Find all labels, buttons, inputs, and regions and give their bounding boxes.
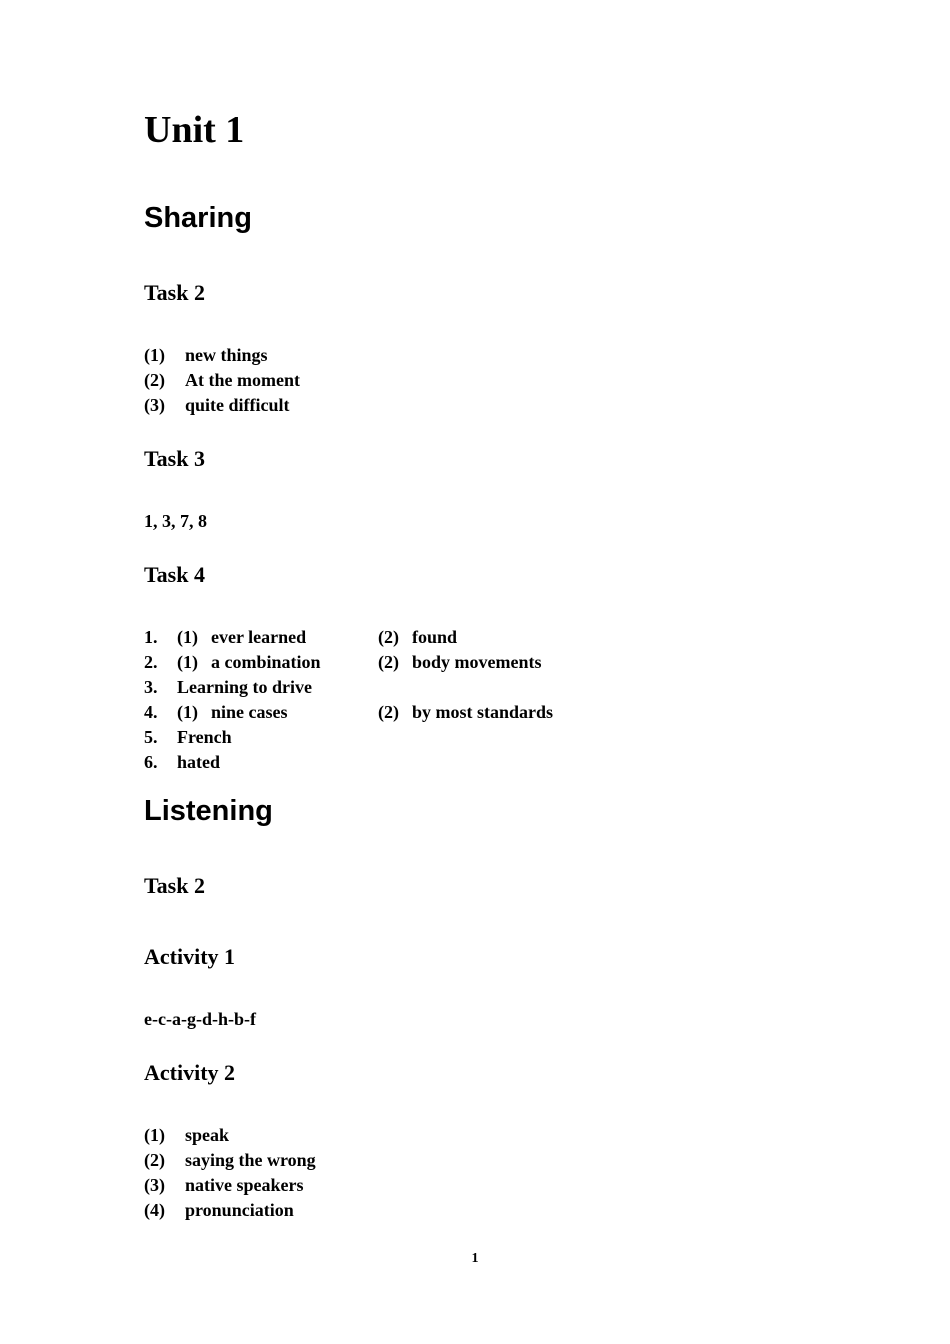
list-item-number: 6. xyxy=(144,752,158,772)
task-title-sharing-task2: Task 2 xyxy=(144,280,205,305)
unit-title: Unit 1 xyxy=(144,109,245,151)
sub-item-number: (1) xyxy=(177,652,198,672)
page-number: 1 xyxy=(471,1251,479,1266)
sub-item-answer: nine cases xyxy=(211,702,288,722)
list-item-number: (2) xyxy=(144,370,165,390)
list-item-number: 4. xyxy=(144,702,158,722)
sub-item-number: (1) xyxy=(177,702,198,722)
sharing-task3-answer: 1, 3, 7, 8 xyxy=(144,511,207,531)
activity-title-2: Activity 2 xyxy=(144,1060,236,1085)
section-title-listening: Listening xyxy=(144,795,273,827)
sub-item-answer: ever learned xyxy=(211,627,307,647)
list-item-number: (2) xyxy=(144,1150,165,1170)
list-item-answer: hated xyxy=(177,752,221,772)
list-item-answer: saying the wrong xyxy=(185,1150,316,1170)
activity1-answer: e-c-a-g-d-h-b-f xyxy=(144,1009,256,1029)
sub-item-answer: a combination xyxy=(211,652,321,672)
sub-item-answer: body movements xyxy=(412,652,542,672)
sub-item-number: (2) xyxy=(378,652,399,672)
list-item-answer: pronunciation xyxy=(185,1200,294,1220)
list-item-answer: French xyxy=(177,727,232,747)
list-item-number: 1. xyxy=(144,627,158,647)
task-title-sharing-task4: Task 4 xyxy=(144,562,205,587)
task-title-listening-task2: Task 2 xyxy=(144,873,205,898)
list-item-number: (1) xyxy=(144,345,165,365)
list-item-answer: Learning to drive xyxy=(177,677,312,697)
list-item-number: (4) xyxy=(144,1200,165,1220)
list-item-number: 2. xyxy=(144,652,158,672)
section-title-sharing: Sharing xyxy=(144,202,252,234)
list-item-number: (3) xyxy=(144,1175,165,1195)
list-item-answer: speak xyxy=(185,1125,230,1145)
sub-item-answer: by most standards xyxy=(412,702,554,722)
sub-item-number: (2) xyxy=(378,627,399,647)
list-item-number: 3. xyxy=(144,677,158,697)
list-item-number: (1) xyxy=(144,1125,165,1145)
list-item-answer: new things xyxy=(185,345,268,365)
list-item-answer: At the moment xyxy=(185,370,300,390)
sub-item-answer: found xyxy=(412,627,458,647)
list-item-answer: quite difficult xyxy=(185,395,290,415)
activity-title-1: Activity 1 xyxy=(144,944,236,969)
task-title-sharing-task3: Task 3 xyxy=(144,446,205,471)
sub-item-number: (1) xyxy=(177,627,198,647)
list-item-number: 5. xyxy=(144,727,158,747)
list-item-number: (3) xyxy=(144,395,165,415)
sub-item-number: (2) xyxy=(378,702,399,722)
list-item-answer: native speakers xyxy=(185,1175,304,1195)
